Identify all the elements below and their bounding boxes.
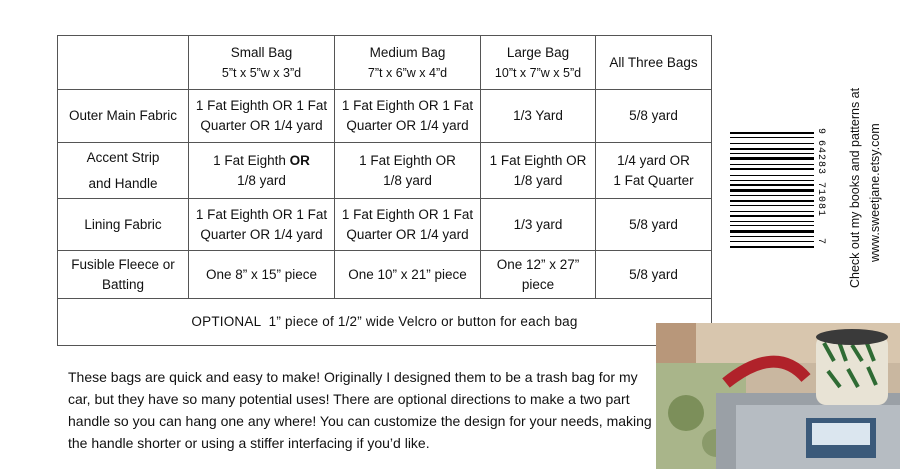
header-large-bag bbox=[481, 36, 596, 90]
table-row bbox=[58, 251, 712, 299]
row-label bbox=[58, 143, 189, 199]
cell-line: 1 Fat Eighth OR 1 Fat bbox=[195, 206, 328, 222]
optional-row bbox=[58, 299, 712, 346]
row-label bbox=[58, 199, 189, 251]
table-cell bbox=[596, 199, 712, 251]
cell-line: 5/8 yard bbox=[629, 108, 678, 123]
optional-note: OPTIONAL 1” piece of 1/2” wide Velcro or button for each bag bbox=[58, 299, 712, 346]
cell-line bbox=[191, 151, 332, 171]
cell-line: 1/3 yard bbox=[513, 216, 563, 232]
cell-line: 1/4 yard OR bbox=[617, 152, 690, 168]
table-row bbox=[58, 90, 712, 143]
column-title: Large Bag bbox=[506, 44, 570, 60]
table-cell bbox=[335, 251, 481, 299]
table-cell bbox=[481, 199, 596, 251]
table-cell bbox=[481, 90, 596, 143]
cell-line: One 12” x 27” bbox=[496, 256, 580, 272]
row-label-line: Lining Fabric bbox=[84, 216, 162, 232]
barcode-digit-right: 9 bbox=[815, 128, 826, 136]
table-cell bbox=[481, 251, 596, 299]
column-title: All Three Bags bbox=[609, 54, 698, 70]
column-title: Medium Bag bbox=[369, 44, 446, 60]
cell-line: 1/8 yard bbox=[513, 172, 563, 188]
column-size: 10”t x 7”w x 5”d bbox=[494, 65, 582, 80]
row-label-line: Fusible Fleece or bbox=[71, 256, 175, 272]
table-cell bbox=[189, 143, 335, 199]
row-label bbox=[58, 90, 189, 143]
header-small-bag bbox=[189, 36, 335, 90]
cell-line: Quarter OR 1/4 yard bbox=[200, 226, 323, 242]
cell-line: 1 Fat Eighth OR bbox=[359, 152, 456, 168]
table-cell bbox=[189, 199, 335, 251]
cell-line: 1 Fat Eighth OR 1 Fat bbox=[341, 206, 474, 222]
materials-table bbox=[57, 35, 712, 346]
side-website-text: www.sweetjane.etsy.com bbox=[868, 123, 882, 262]
cell-line: 5/8 yard bbox=[629, 266, 678, 282]
cell-text: 1 Fat Eighth bbox=[213, 152, 290, 168]
side-promo-text: Check out my books and patterns at bbox=[848, 87, 862, 288]
cell-line: Quarter OR 1/4 yard bbox=[200, 118, 323, 133]
header-all-three-bags bbox=[596, 36, 712, 90]
table-cell bbox=[335, 90, 481, 143]
barcode-digit-left: 7 bbox=[815, 238, 826, 246]
table-cell bbox=[596, 251, 712, 299]
table-header-row bbox=[58, 36, 712, 90]
table-cell bbox=[596, 143, 712, 199]
row-label bbox=[58, 251, 189, 299]
column-size: 7”t x 6”w x 4”d bbox=[367, 65, 448, 80]
barcode-digits: 64283 71081 bbox=[815, 140, 826, 218]
cell-line: Quarter OR 1/4 yard bbox=[346, 226, 469, 242]
barcode-image bbox=[728, 128, 826, 268]
cell-line: One 10” x 21” piece bbox=[348, 266, 467, 282]
cell-line: 1 Fat Eighth OR 1 Fat bbox=[341, 98, 474, 113]
table-cell bbox=[335, 143, 481, 199]
cell-line: Quarter OR 1/4 yard bbox=[346, 118, 469, 133]
column-title: Small Bag bbox=[230, 44, 293, 60]
row-label-line: Outer Main Fabric bbox=[68, 108, 178, 123]
table-cell bbox=[596, 90, 712, 143]
table-cell bbox=[189, 251, 335, 299]
row-label-line: Accent Strip bbox=[86, 149, 160, 165]
table-row bbox=[58, 143, 712, 199]
row-label-line: Batting bbox=[101, 276, 145, 292]
cell-line: piece bbox=[521, 276, 555, 292]
row-label-line: and Handle bbox=[88, 175, 158, 191]
cell-line: 5/8 yard bbox=[629, 216, 678, 232]
cell-line: One 8” x 15” piece bbox=[205, 266, 318, 282]
cell-line: 1/8 yard bbox=[383, 172, 432, 188]
cell-line: 1 Fat Eighth OR 1 Fat bbox=[195, 98, 328, 113]
table-row bbox=[58, 199, 712, 251]
cell-line: 1 Fat Quarter bbox=[613, 172, 694, 188]
cell-line: 1/8 yard bbox=[237, 172, 286, 188]
table-cell bbox=[481, 143, 596, 199]
table-cell bbox=[335, 199, 481, 251]
header-empty-cell bbox=[58, 36, 189, 90]
cell-bold-or: OR bbox=[289, 152, 310, 168]
header-medium-bag bbox=[335, 36, 481, 90]
table-cell bbox=[189, 90, 335, 143]
cell-line: 1 Fat Eighth OR bbox=[489, 152, 587, 168]
column-size: 5”t x 5”w x 3”d bbox=[221, 65, 302, 80]
description-paragraph: These bags are quick and easy to make! Originally I designed them to be a trash bag for my car, but they have so many potential uses! There are optional directions to make a two part handle so you can hang one any where! You can customize the design for your needs, making the handle shorter or using a stiffer interfacing if you’d like. bbox=[68, 369, 652, 451]
bag-photo bbox=[656, 323, 900, 469]
cell-line: 1/3 Yard bbox=[513, 108, 563, 123]
